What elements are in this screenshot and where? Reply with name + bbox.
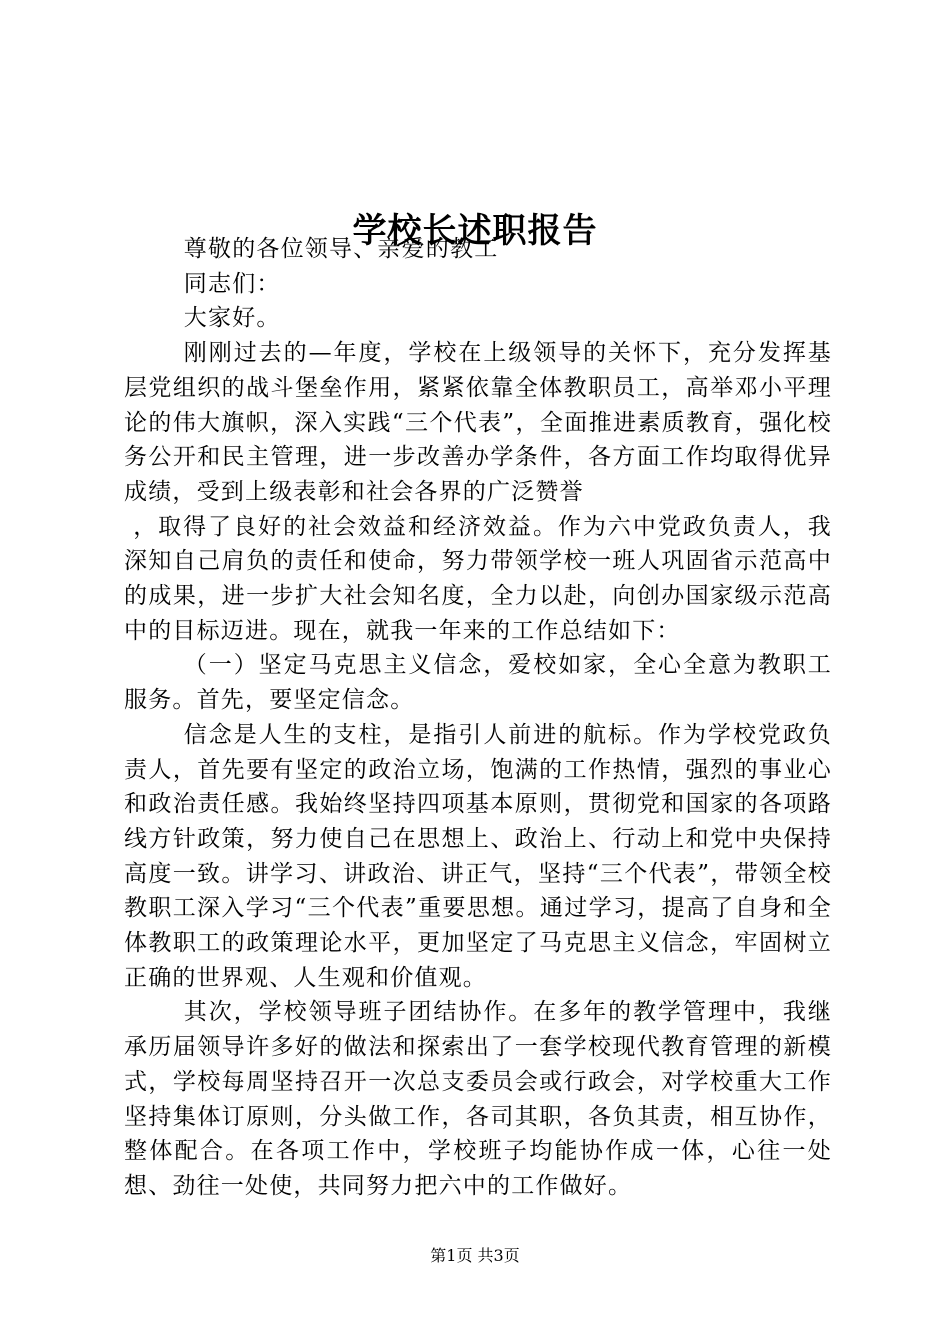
salutation-line: 同志们： <box>183 270 281 297</box>
body-paragraph: ，取得了良好的社会效益和经济效益。作为六中党政负责人，我深知自己肩负的责任和使命，努力带领学校一班人巩固省示范高中的成果，进一步扩大社会知名度，全力以赴，向创办国家级示范高中的目标迈进。现在，就我一年来的工作总结如下： <box>124 513 832 644</box>
body-paragraph: 其次，学校领导班子团结协作。在多年的教学管理中，我继承历届领导许多好的做法和探索出了一套学校现代教育管理的新模式，学校每周坚持召开一次总支委员会或行政会，对学校重大工作坚持集体订原则，分头做工作，各司其职，各负其责，相互协作，整体配合。在各项工作中，学校班子均能协作成一体，心往一处想、劲往一处使，共同努力把六中的工作做好。 <box>124 999 832 1199</box>
salutation-line: 尊敬的各位领导、亲爱的教工 <box>183 236 499 262</box>
page-footer <box>0 1244 950 1268</box>
section-heading-paragraph: （一）坚定马克思主义信念，爱校如家，全心全意为教职工服务。首先，要坚定信念。 <box>124 652 832 714</box>
body-paragraph: 刚刚过去的—年度，学校在上级领导的关怀下，充分发挥基层党组织的战斗堡垒作用，紧紧依靠全体教职员工，高举邓小平理论的伟大旗帜，深入实践“三个代表”，全面推进素质教育，强化校务公开和民主管理，进一步改善办学条件，各方面工作均取得优异成绩，受到上级表彰和社会各界的广泛赞誉 <box>124 340 832 505</box>
document-title: 学校长述职报告 <box>352 210 598 251</box>
document-body <box>124 232 832 1204</box>
greeting-line: 大家好。 <box>183 305 281 332</box>
body-paragraph: 信念是人生的支柱，是指引人前进的航标。作为学校党政负责人，首先要有坚定的政治立场，饱满的工作热情，强烈的事业心和政治责任感。我始终坚持四项基本原则，贯彻党和国家的各项路线方针政策，努力使自己在思想上、政治上、行动上和党中央保持高度一致。讲学习、讲政治、讲正气，坚持“三个代表”，带领全校教职工深入学习“三个代表”重要思想。通过学习，提高了自身和全体教职工的政策理论水平，更加坚定了马克思主义信念，牢固树立正确的世界观、人生观和价值观。 <box>124 721 832 991</box>
page-number: 第1页 共3页 <box>430 1246 520 1265</box>
